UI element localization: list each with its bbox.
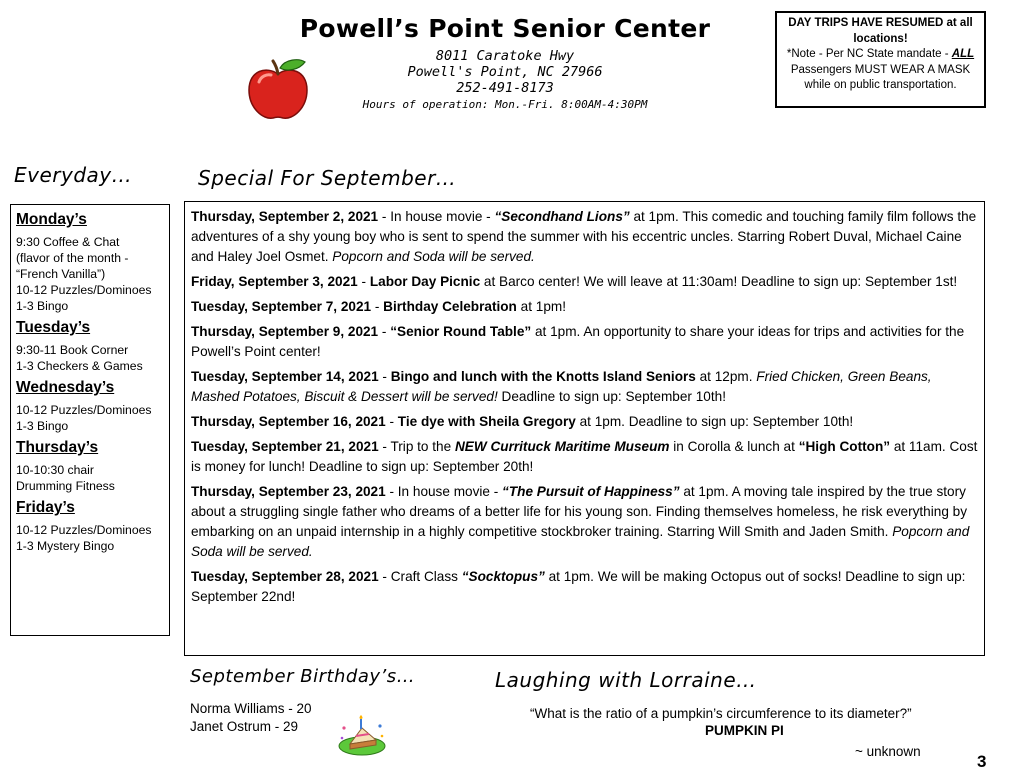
event-item: [191, 482, 978, 562]
event-title: Tie dye with Sheila Gregory: [397, 414, 576, 429]
event-text: at 11am. Cost is money for lunch! Deadline to sign up: September 20th!: [191, 439, 978, 474]
event-text: - In house movie -: [385, 484, 503, 499]
event-title: “Socktopus”: [461, 569, 545, 584]
event-text: - Trip to the: [378, 439, 455, 454]
event-text: -: [378, 369, 391, 384]
event-item: [191, 322, 978, 362]
event-text: -: [371, 299, 384, 314]
birthday-entry: Norma Williams - 20: [190, 701, 312, 716]
day-activities: 10-12 Puzzles/Dominoes 1-3 Mystery Bingo: [16, 523, 152, 553]
event-date: Thursday, September 23, 2021: [191, 484, 386, 499]
joke-heading: Laughing with Lorraine…: [495, 668, 757, 692]
event-text: in Corolla & lunch at: [669, 439, 799, 454]
event-title: Birthday Celebration: [383, 299, 517, 314]
event-date: Tuesday, September 28, 2021: [191, 569, 379, 584]
event-item: [191, 272, 978, 292]
joke-source: ~ unknown: [855, 744, 921, 759]
notice-text: [785, 47, 976, 94]
everyday-schedule: [10, 204, 170, 636]
page-title: Powell’s Point Senior Center: [299, 14, 711, 43]
event-text: at 12pm.: [695, 369, 757, 384]
event-text: at 1pm. This comedic and touching family film follows the adventures of a shy young boy who is sent to spend the summer with his eccentric uncles. Starring Robert Duval, Michael Caine and Haley Joel Osmet.: [191, 209, 977, 264]
apple-icon: [245, 56, 311, 122]
notice-pre: *Note - Per NC State mandate -: [786, 48, 952, 60]
notice-box: [775, 11, 986, 108]
event-title: “Senior Round Table”: [390, 324, 532, 339]
event-text: Deadline to sign up: September 10th!: [497, 389, 726, 404]
notice-post: Passengers MUST WEAR A MASK while on public transportation.: [790, 63, 971, 91]
day-heading: Monday’s: [16, 211, 87, 228]
day-activities: 10-12 Puzzles/Dominoes 1-3 Bingo: [16, 403, 152, 433]
everyday-heading: Everyday…: [14, 163, 133, 187]
event-item: [191, 207, 978, 267]
event-title: NEW Currituck Maritime Museum: [454, 439, 670, 454]
event-text: at 1pm. An opportunity to share your ideas for trips and activities for the Powell’s Point center!: [191, 324, 965, 359]
joke-question: “What is the ratio of a pumpkin’s circumference to its diameter?”: [530, 706, 912, 721]
joke-answer: PUMPKIN PI: [705, 723, 784, 738]
address-line-1: 8011 Caratoke Hwy: [435, 48, 575, 64]
event-title: Bingo and lunch with the Knotts Island Seniors: [390, 369, 696, 384]
day-activities: 9:30 Coffee & Chat (flavor of the month - “French Vanilla”) 10-12 Puzzles/Dominoes 1-3 Bingo: [16, 235, 152, 313]
event-text: at 1pm. Deadline to sign up: September 10th!: [575, 414, 854, 429]
birthday-entry: Janet Ostrum - 29: [190, 719, 299, 734]
phone-number: 252-491-8173: [456, 80, 554, 96]
event-text: at Barco center! We will leave at 11:30am! Deadline to sign up: September 1st!: [480, 274, 958, 289]
day-heading: Tuesday’s: [16, 319, 91, 336]
event-date: Thursday, September 9, 2021: [191, 324, 379, 339]
event-venue: “High Cotton”: [798, 439, 891, 454]
special-heading: Special For September…: [198, 166, 457, 190]
event-text: -: [378, 324, 391, 339]
event-title: “Secondhand Lions”: [494, 209, 630, 224]
event-date: Tuesday, September 21, 2021: [191, 439, 379, 454]
event-text: at 1pm. We will be making Octopus out of socks! Deadline to sign up: September 22nd!: [191, 569, 966, 604]
day-heading: Thursday’s: [16, 439, 99, 456]
event-date: Thursday, September 16, 2021: [191, 414, 386, 429]
hours-of-operation: Hours of operation: Mon.-Fri. 8:00AM-4:30PM: [362, 98, 648, 111]
event-item: [191, 567, 978, 607]
event-item: [191, 367, 978, 407]
day-heading: Friday’s: [16, 499, 75, 516]
event-date: Tuesday, September 14, 2021: [191, 369, 379, 384]
event-date: Thursday, September 2, 2021: [191, 209, 379, 224]
event-note: Fried Chicken, Green Beans, Mashed Potatoes, Biscuit & Dessert will be served!: [191, 369, 932, 404]
page-number: 3: [977, 752, 987, 771]
event-text: - Craft Class: [378, 569, 462, 584]
event-note: Popcorn and Soda will be served.: [332, 249, 535, 264]
event-note: Popcorn and Soda will be served.: [191, 524, 970, 559]
event-date: Tuesday, September 7, 2021: [191, 299, 372, 314]
event-text: -: [385, 414, 398, 429]
day-heading: Wednesday’s: [16, 379, 115, 396]
birthday-cake-icon: [336, 714, 388, 756]
day-activities: 9:30-11 Book Corner 1-3 Checkers & Games: [16, 343, 143, 373]
event-text: -: [357, 274, 370, 289]
day-activities: 10-10:30 chair Drumming Fitness: [16, 463, 115, 493]
event-item: [191, 297, 978, 317]
event-item: [191, 437, 978, 477]
event-text: - In house movie -: [378, 209, 495, 224]
event-title: “The Pursuit of Happiness”: [502, 484, 680, 499]
notice-emphasis: ALL: [951, 48, 975, 60]
birthdays-heading: September Birthday’s…: [190, 666, 416, 687]
notice-title: DAY TRIPS HAVE RESUMED at all locations!: [788, 17, 973, 45]
special-events-box: [184, 201, 985, 656]
address-line-2: Powell's Point, NC 27966: [407, 64, 603, 80]
event-text: at 1pm!: [516, 299, 566, 314]
event-item: [191, 412, 978, 432]
event-text: at 1pm. A moving tale inspired by the true story about a struggling single father who dreams of a better life for his young son. Finding themselves homeless, he risk everything by embarking on an unpaid internship in a highly competitive stockbroker training. Starring Will Smith and Jaden Smith.: [191, 484, 968, 539]
event-date: Friday, September 3, 2021: [191, 274, 358, 289]
event-title: Labor Day Picnic: [369, 274, 481, 289]
